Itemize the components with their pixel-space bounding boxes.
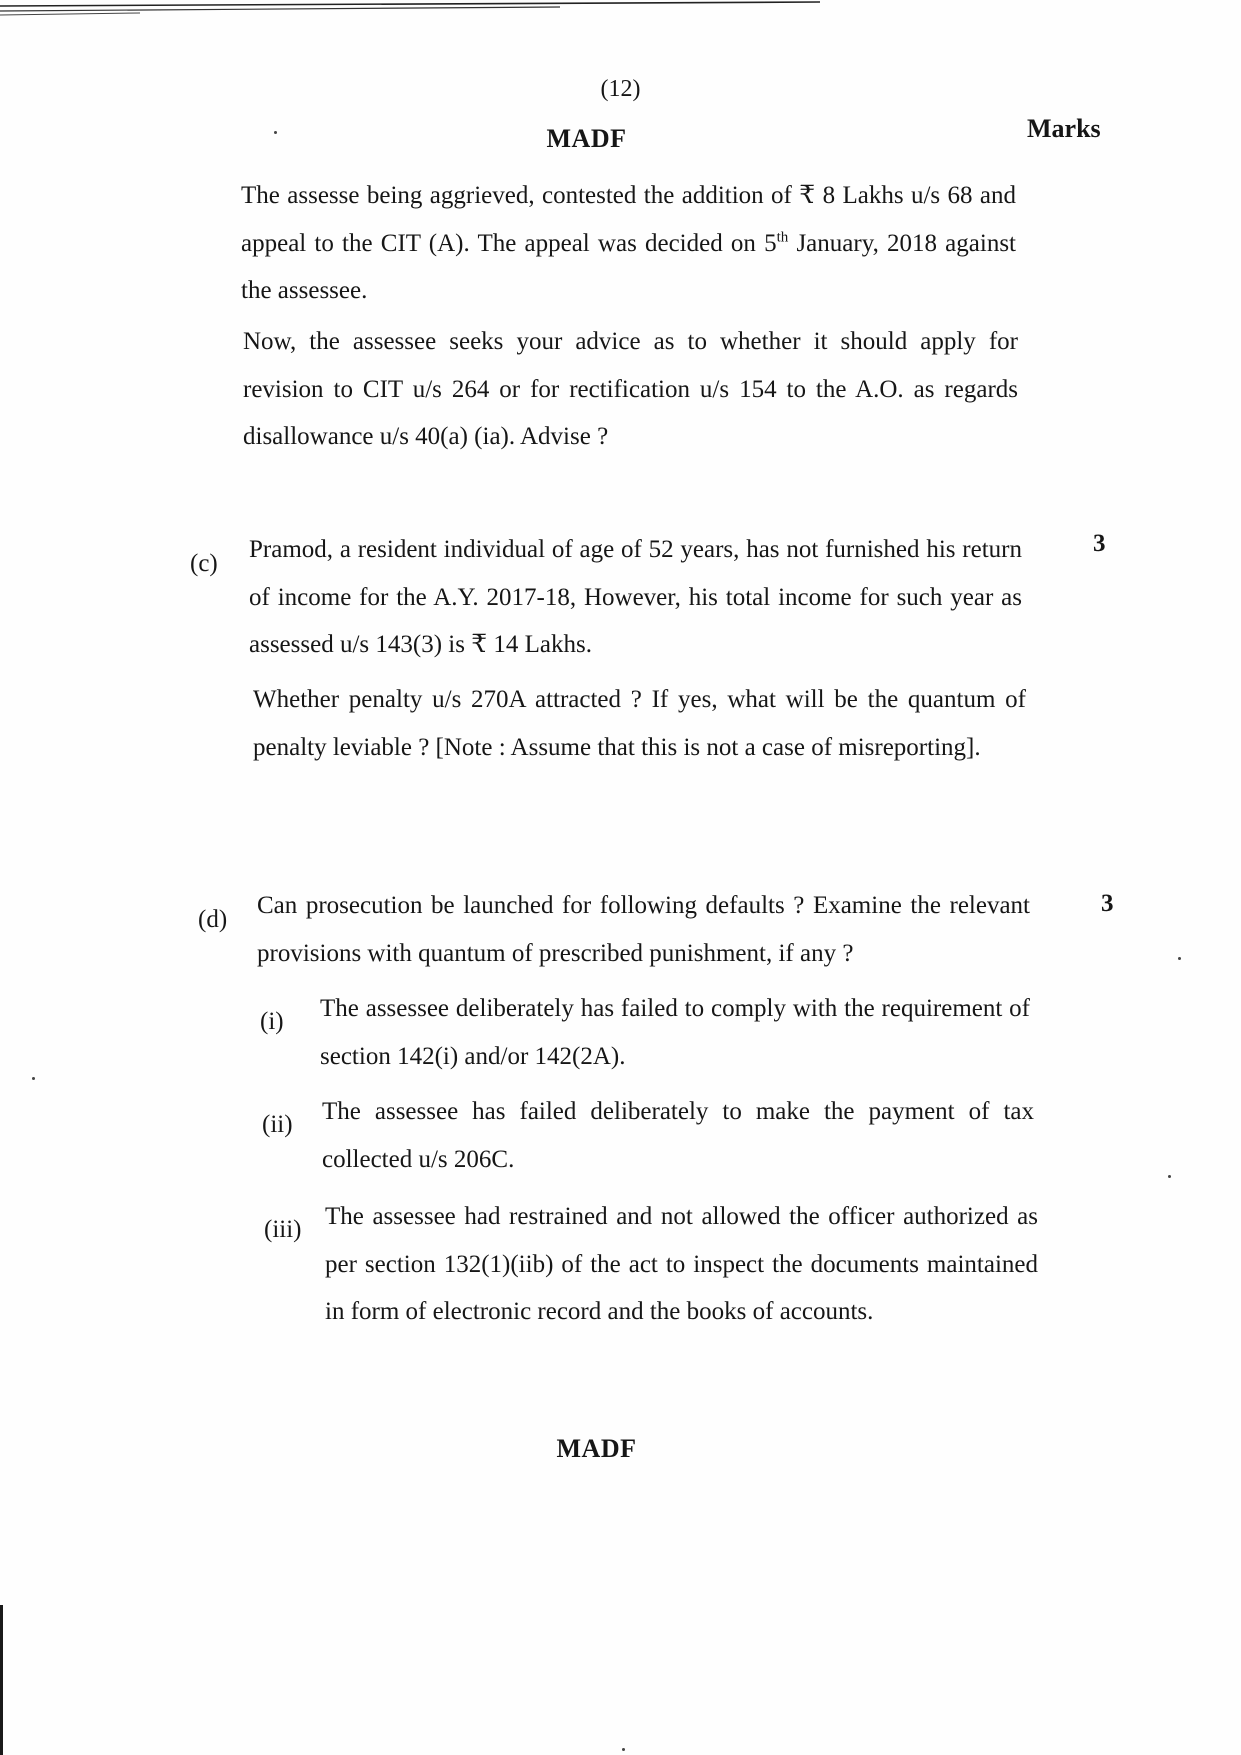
scan-edge-bar [0, 1605, 3, 1755]
page-number: (12) [600, 76, 641, 102]
question-d-marks: 3 [1101, 890, 1114, 917]
scan-speck [1178, 957, 1181, 960]
scan-speck [622, 1748, 625, 1751]
continuation-paragraph-1: The assesse being aggrieved, contested the addition of ₹ 8 Lakhs u/s 68 and appeal to the CIT (A). The appeal was decided on 5th January, 2018 against the assessee. [241, 182, 1016, 304]
question-d-item-2-text: The assessee has failed deliberately to make the payment of tax collected u/s 206C. [322, 1098, 1034, 1173]
paper-code-header: MADF [546, 124, 627, 153]
scan-edge-lines [0, 0, 1241, 20]
paper-code-footer: MADF [556, 1434, 637, 1463]
scan-speck [32, 1077, 35, 1080]
question-c-paragraph-1: Pramod, a resident individual of age of 52 years, has not furnished his return of income for the A.Y. 2017-18, However, his total income for such year as assessed u/s 143(3) is ₹ 14 Lakhs. [249, 536, 1022, 658]
question-d-item-1-label: (i) [260, 1008, 284, 1035]
question-d-item-3-text: The assessee had restrained and not allowed the officer authorized as per section 132(1)(iib) of the act to inspect the documents maintained in form of electronic record and the books of accounts. [325, 1203, 1038, 1325]
question-d-item-2-label: (ii) [262, 1111, 293, 1138]
question-c-label: (c) [190, 550, 218, 577]
question-d-item-3-label: (iii) [264, 1216, 302, 1243]
question-c-marks: 3 [1093, 530, 1106, 557]
scan-speck [1168, 1175, 1171, 1178]
question-c-paragraph-2: Whether penalty u/s 270A attracted ? If yes, what will be the quantum of penalty leviable ? [Note : Assume that this is not a case of misreporting]. [253, 686, 1026, 761]
question-d-item-1-text: The assessee deliberately has failed to comply with the requirement of section 142(i) and/or 142(2A). [320, 995, 1030, 1070]
question-d-intro: Can prosecution be launched for following defaults ? Examine the relevant provisions with quantum of prescribed punishment, if any ? [257, 892, 1030, 967]
question-d-label: (d) [198, 906, 228, 933]
marks-column-heading: Marks [1027, 114, 1101, 143]
continuation-paragraph-2: Now, the assessee seeks your advice as to whether it should apply for revision to CIT u/s 264 or for rectification u/s 154 to the A.O. as regards disallowance u/s 40(a) (ia). Advise ? [243, 328, 1018, 450]
